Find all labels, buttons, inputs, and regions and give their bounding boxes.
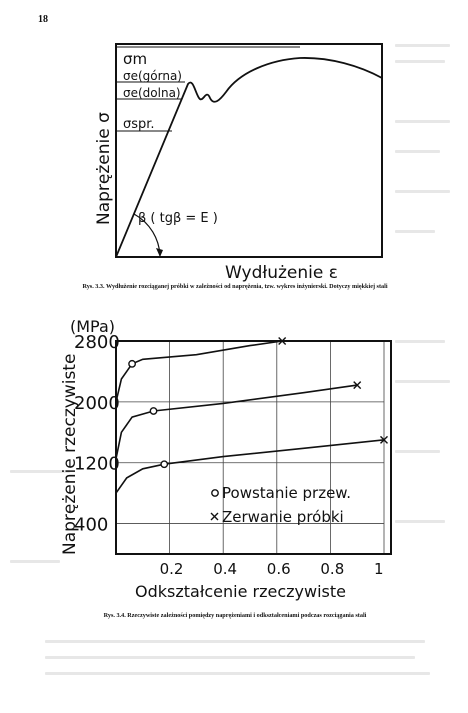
figure-3-4-caption: Rys. 3.4. Rzeczywiste zależności pomiędzy naprężeniami i odkształceniami podczas rozciągania stali [103, 612, 367, 619]
series-line-2 [116, 385, 357, 459]
x-tick-label: 1 [374, 560, 384, 578]
tick-labels [74, 332, 384, 578]
y-axis-label: Naprężenie rzeczywiste [60, 353, 80, 555]
y-tick-label: 1200 [74, 453, 120, 475]
level-sigma-e-lower: σe(dolna) [123, 86, 181, 100]
legend-necking-marker [212, 490, 218, 496]
x-axis-label: Odkształcenie rzeczywiste [135, 582, 346, 601]
x-tick-label: 0.8 [320, 560, 345, 578]
diagram-ylabel: Naprężenie σ [94, 112, 114, 225]
page-number: 18 [38, 14, 48, 25]
necking-point-marker [150, 408, 156, 414]
x-tick-label: 0.6 [266, 560, 291, 578]
y-unit-label: (MPa) [70, 317, 116, 336]
y-tick-label: 2800 [74, 332, 120, 353]
series-group [116, 341, 384, 493]
necking-point-marker [161, 461, 167, 467]
legend-necking-label: Powstanie przew. [222, 484, 351, 502]
legend [222, 484, 351, 526]
level-sigma-m: σm [123, 50, 148, 68]
diagram-xlabel: Wydłużenie ε [225, 263, 338, 283]
x-tick-label: 0.4 [213, 560, 238, 578]
necking-point-marker [129, 361, 135, 367]
series-line-1 [116, 341, 282, 402]
legend-fracture-marker [211, 513, 218, 520]
x-tick-label: 0.2 [159, 560, 184, 578]
y-tick-label: 2000 [74, 392, 120, 414]
slope-label: β ( tgβ = E ) [138, 211, 218, 226]
y-tick-label: 400 [74, 514, 109, 536]
level-sigma-e-upper: σe(górna) [123, 69, 182, 83]
figure-3-3-caption: Rys. 3.3. Wydłużenie rozciąganej próbki w zależności od naprężenia, tzw. wykres inżynierski. Dotyczy miękkiej stali [82, 283, 388, 290]
legend-fracture-label: Zerwanie próbki [222, 508, 344, 526]
level-sigma-spr: σspr. [123, 117, 155, 132]
